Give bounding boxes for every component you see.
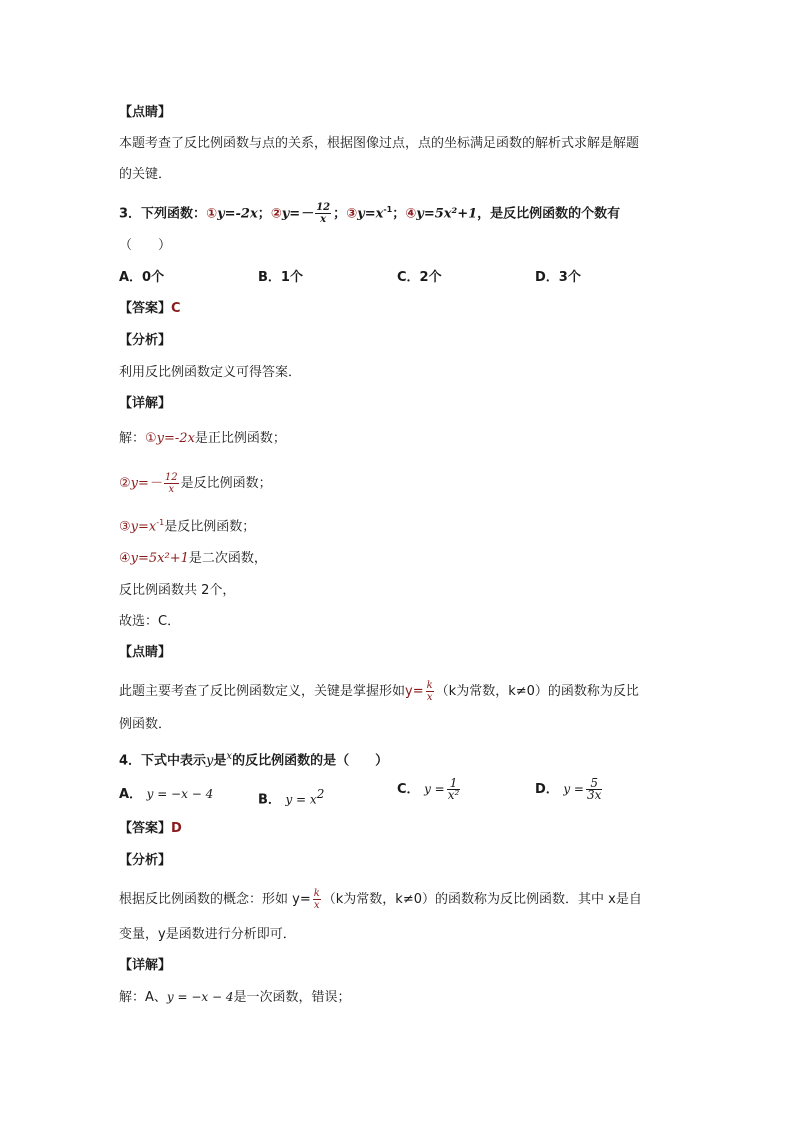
q3-detail-2	[119, 472, 272, 495]
q3-f4: y=5x²+1	[416, 206, 478, 222]
q3-d1-tail: 是正比例函数；	[194, 431, 286, 446]
q3-d2-tail: 是反比例函数；	[180, 476, 272, 491]
q4-stem-x: x	[226, 751, 233, 762]
q3-f2-fraction	[315, 202, 331, 225]
q3-option-b: B．1个	[258, 270, 303, 285]
q3-dj-num: k	[426, 680, 433, 691]
q4-stem-mid: 是	[213, 753, 227, 769]
q4-option-c-den: x²	[447, 788, 460, 802]
q4-option-a	[119, 785, 213, 804]
q3-d2-fraction	[164, 472, 179, 495]
q4-option-b-exp: 2	[316, 787, 325, 801]
q3-sep3: ；	[392, 206, 406, 222]
q3-dianjing-tail: 例函数．	[119, 717, 172, 732]
q3-option-a: A．0个	[119, 270, 165, 285]
q4-a1-cond: （k为常数，k≠0）的函数称为反比例函数．其中 x是自	[322, 892, 642, 907]
q3-option-c: C．2个	[397, 270, 442, 285]
q3-dianjing-text	[119, 680, 639, 703]
q3-f4-circle: ④	[405, 206, 417, 222]
q4-option-b	[258, 785, 324, 809]
q4-analysis-label: 【分析】	[119, 853, 172, 868]
q3-detail-3	[119, 514, 255, 536]
q4-answer-label: 【答案】	[119, 821, 172, 836]
q3-dj-pre: 此题主要考查了反比例函数定义，关键是掌握形如	[119, 684, 406, 699]
q4-option-d	[535, 778, 604, 801]
q4-stem-pre: 4．下式中表示	[119, 753, 207, 769]
q3-dj-y: y=	[405, 684, 424, 699]
q4-option-c-pre: y =	[424, 782, 445, 796]
q4-option-a-formula: y = −x − 4	[146, 787, 214, 801]
q3-f2-num: 12	[316, 202, 331, 214]
q4-d1-formula: y = −x − 4	[166, 990, 234, 1004]
q3-d1-circle: ①	[145, 431, 157, 446]
q4-answer-value: D	[171, 821, 182, 836]
dianjing-label-1: 【点睛】	[119, 105, 172, 120]
q4-option-d-pre: y =	[563, 782, 584, 796]
q3-f3-exp: -1	[383, 205, 393, 214]
q3-d4-circle: ④	[119, 551, 131, 566]
q4-stem-y: y	[206, 753, 214, 769]
q3-stem-tail: ，是反比例函数的个数有	[477, 206, 621, 222]
q3-f3-circle: ③	[346, 206, 358, 222]
q4-option-d-num: 5	[586, 778, 602, 790]
q3-answer	[119, 300, 181, 318]
q4-stem	[119, 748, 388, 770]
q3-f2-circle: ②	[270, 206, 282, 222]
q3-dj-den: x	[426, 692, 433, 703]
q4-a1-fraction	[313, 888, 321, 911]
q4-option-a-label: A．	[119, 787, 143, 802]
q3-d3-formula: y=x	[130, 519, 157, 535]
q3-sep1: ；	[257, 206, 271, 222]
q4-option-d-label: D．	[535, 782, 559, 797]
summary-line-2: 的关键．	[119, 167, 172, 182]
q3-d2-circle: ②	[119, 476, 131, 491]
q3-answer-label: 【答案】	[119, 301, 172, 316]
q4-option-c-num: 1	[447, 778, 461, 790]
q3-analysis-text: 利用反比例函数定义可得答案．	[119, 365, 302, 380]
q3-dianjing-label: 【点睛】	[119, 645, 172, 660]
q3-d2-pre: y=－	[130, 476, 162, 491]
q4-option-b-formula: y = x	[285, 792, 317, 807]
q3-option-d: D．3个	[535, 270, 581, 285]
q4-option-b-label: B．	[258, 792, 281, 808]
q4-option-d-fraction	[586, 778, 602, 801]
q4-a1-pre: 根据反比例函数的概念：形如 y=	[119, 892, 311, 907]
q3-answer-value: C	[171, 301, 181, 316]
q4-d1-pre: 解：A、	[119, 990, 167, 1005]
q4-answer	[119, 820, 182, 838]
q4-d1-tail: 是一次函数，错误；	[233, 990, 351, 1005]
summary-line-1: 本题考查了反比例函数与点的关系，根据图像过点，点的坐标满足函数的解析式求解是解题	[119, 136, 640, 151]
q4-analysis-line-2: 变量，y是函数进行分析即可．	[119, 927, 296, 942]
q3-stem	[119, 201, 620, 225]
q3-paren: （ ）	[119, 238, 172, 253]
q3-f2-den: x	[320, 214, 327, 226]
q3-d3-circle: ③	[119, 519, 131, 535]
q4-detail-1	[119, 988, 351, 1007]
q3-d2-num: 12	[164, 472, 178, 483]
q3-d4-tail: 是二次函数，	[188, 551, 267, 566]
q3-f1: y=-2x	[217, 206, 258, 222]
q3-d3-exp: -1	[156, 518, 165, 527]
q4-a1-num: k	[313, 888, 320, 899]
q3-d1-pre: 解：	[119, 431, 146, 446]
q3-sep2: ；	[333, 206, 347, 222]
q3-f3: y=x	[357, 206, 384, 222]
q3-detail-1	[119, 430, 286, 448]
q4-analysis-line-1	[119, 888, 642, 911]
q3-choose: 故选：C．	[119, 614, 181, 629]
q4-option-c-label: C．	[397, 782, 420, 797]
q3-dj-cond: （k为常数，k≠0）的函数称为反比	[435, 684, 639, 699]
q4-a1-den: x	[313, 900, 320, 911]
q3-detail-label: 【详解】	[119, 396, 172, 411]
q3-d4-formula: y=5x²+1	[130, 551, 189, 566]
q3-d2-den: x	[168, 484, 175, 495]
q3-d1-formula: y=-2x	[156, 431, 195, 446]
q4-option-c-fraction	[447, 778, 461, 801]
q3-count: 反比例函数共 2个，	[119, 583, 236, 598]
q3-f2-pre: y=－	[281, 206, 314, 222]
q3-number: 3．下列函数：	[119, 206, 207, 222]
q4-option-c	[397, 778, 462, 801]
q3-analysis-label: 【分析】	[119, 333, 172, 348]
q3-dj-fraction	[426, 680, 434, 703]
q4-stem-tail: 的反比例函数的是（ ）	[232, 753, 389, 769]
q3-detail-4	[119, 550, 267, 568]
q4-detail-label: 【详解】	[119, 958, 172, 973]
q3-d3-tail: 是反比例函数；	[164, 519, 256, 535]
q4-option-d-den: 3x	[586, 788, 602, 802]
q3-f1-circle: ①	[206, 206, 218, 222]
